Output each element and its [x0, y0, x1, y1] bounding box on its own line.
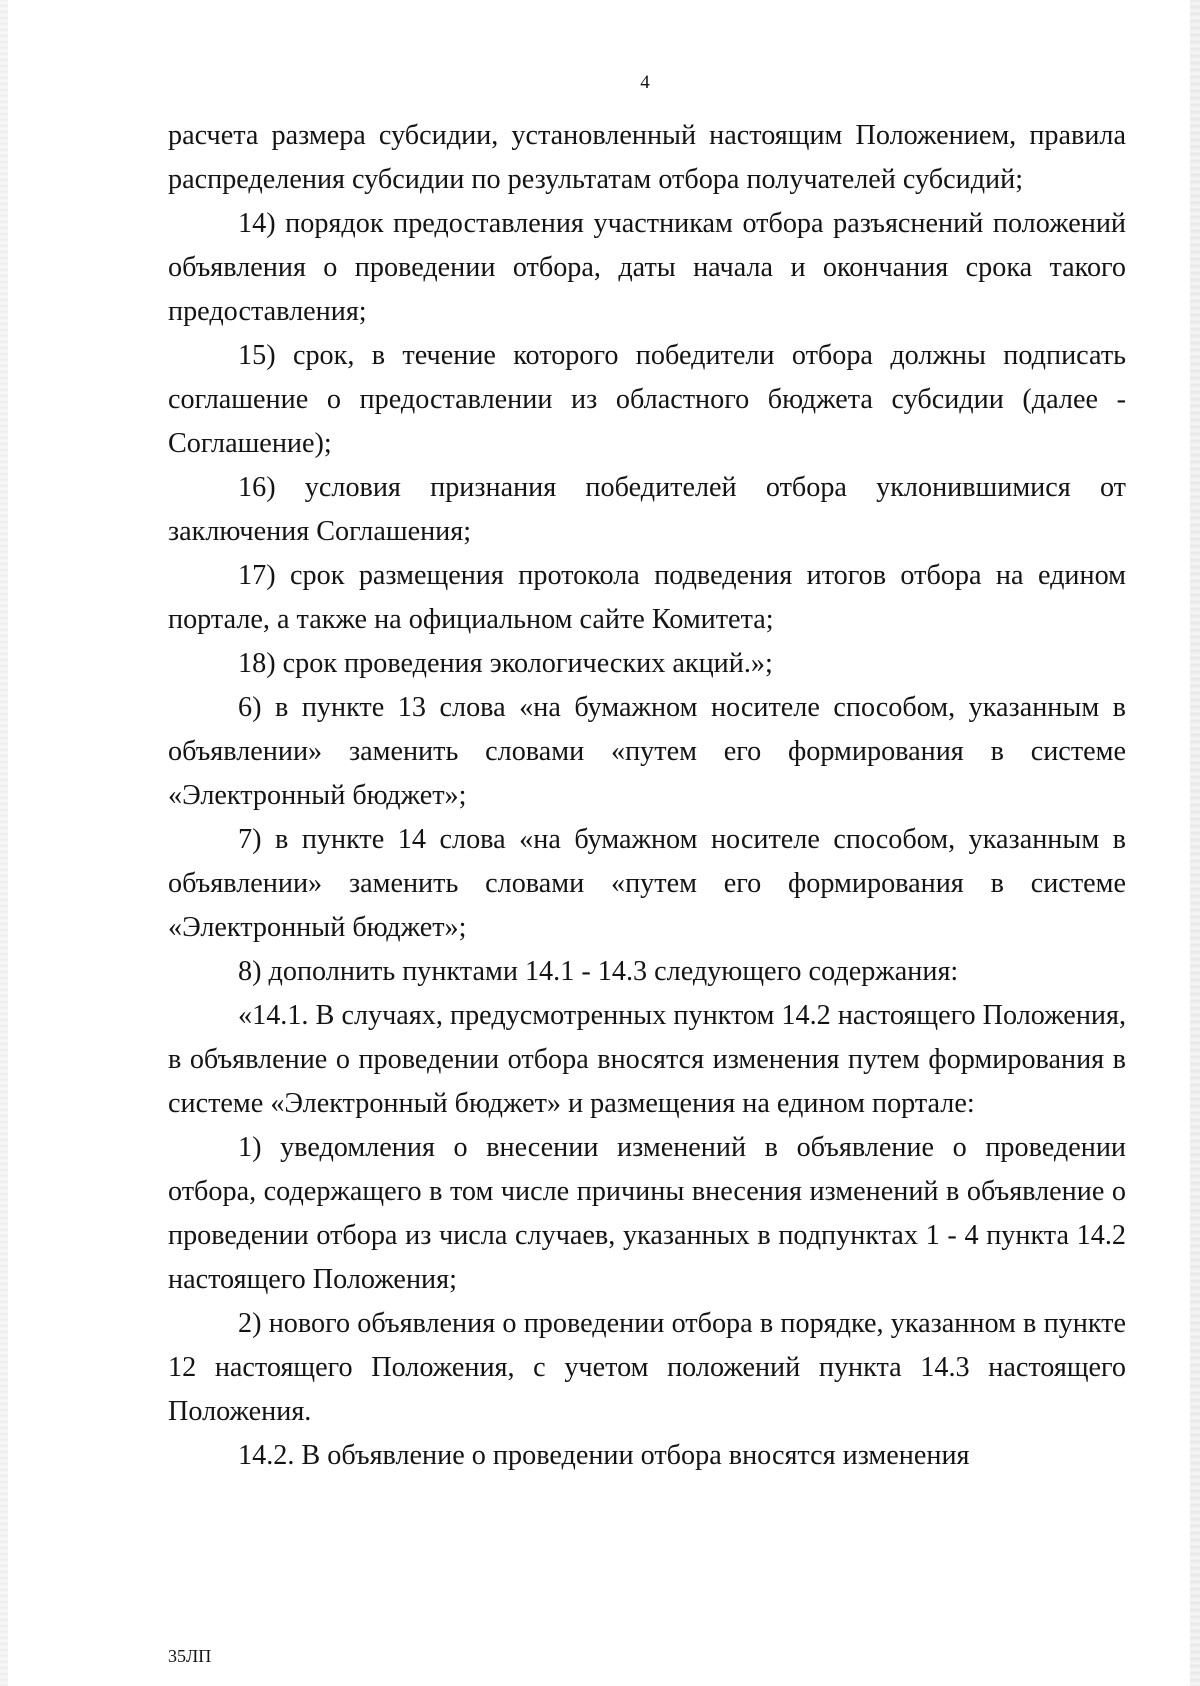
paragraph: 14.2. В объявление о проведении отбора вносятся изменения [238, 1440, 970, 1471]
paragraph: 6) в пункте 13 слова «на бумажном носителе способом, указанным в объявлении» заменить словами «путем его формирования в системе «Электронный бюджет»; [168, 692, 1126, 811]
paragraph: расчета размера субсидии, установленный настоящим Положением, правила распределения субсидии по результатам отбора получателей субсидий; [168, 120, 1126, 195]
scan-edge-right [1190, 0, 1200, 1686]
page-number: 4 [640, 72, 650, 93]
paragraph: 18) срок проведения экологических акций.»; [238, 648, 773, 679]
paragraph: 15) срок, в течение которого победители отбора должны подписать соглашение о предоставлении из областного бюджета субсидии (далее - Соглашение); [168, 340, 1126, 459]
paragraph: 16) условия признания победителей отбора уклонившимися от заключения Соглашения; [168, 472, 1126, 547]
paragraph: 14) порядок предоставления участникам отбора разъяснений положений объявления о проведении отбора, даты начала и окончания срока такого предоставления; [168, 208, 1126, 327]
paragraph: 2) нового объявления о проведении отбора в порядке, указанном в пункте 12 настоящего Положения, с учетом положений пункта 14.3 настоящего Положения. [168, 1308, 1126, 1427]
paragraph: «14.1. В случаях, предусмотренных пунктом 14.2 настоящего Положения, в объявление о проведении отбора вносятся изменения путем формирования в системе «Электронный бюджет» и размещения на едином портале: [168, 1000, 1126, 1119]
scan-edge-left [0, 0, 8, 1686]
paragraph: 8) дополнить пунктами 14.1 - 14.3 следующего содержания: [238, 956, 959, 987]
paragraph: 17) срок размещения протокола подведения итогов отбора на едином портале, а также на официальном сайте Комитета; [168, 560, 1126, 635]
paragraph: 7) в пункте 14 слова «на бумажном носителе способом, указанным в объявлении» заменить словами «путем его формирования в системе «Электронный бюджет»; [168, 824, 1126, 943]
document-body [168, 114, 1126, 1478]
paragraph: 1) уведомления о внесении изменений в объявление о проведении отбора, содержащего в том числе причины внесения изменений в объявление о проведении отбора из числа случаев, указанных в подпунктах 1 - 4 пункта 14.2 настоящего Положения; [168, 1132, 1126, 1295]
footer-code: 35ЛП [168, 1646, 212, 1666]
